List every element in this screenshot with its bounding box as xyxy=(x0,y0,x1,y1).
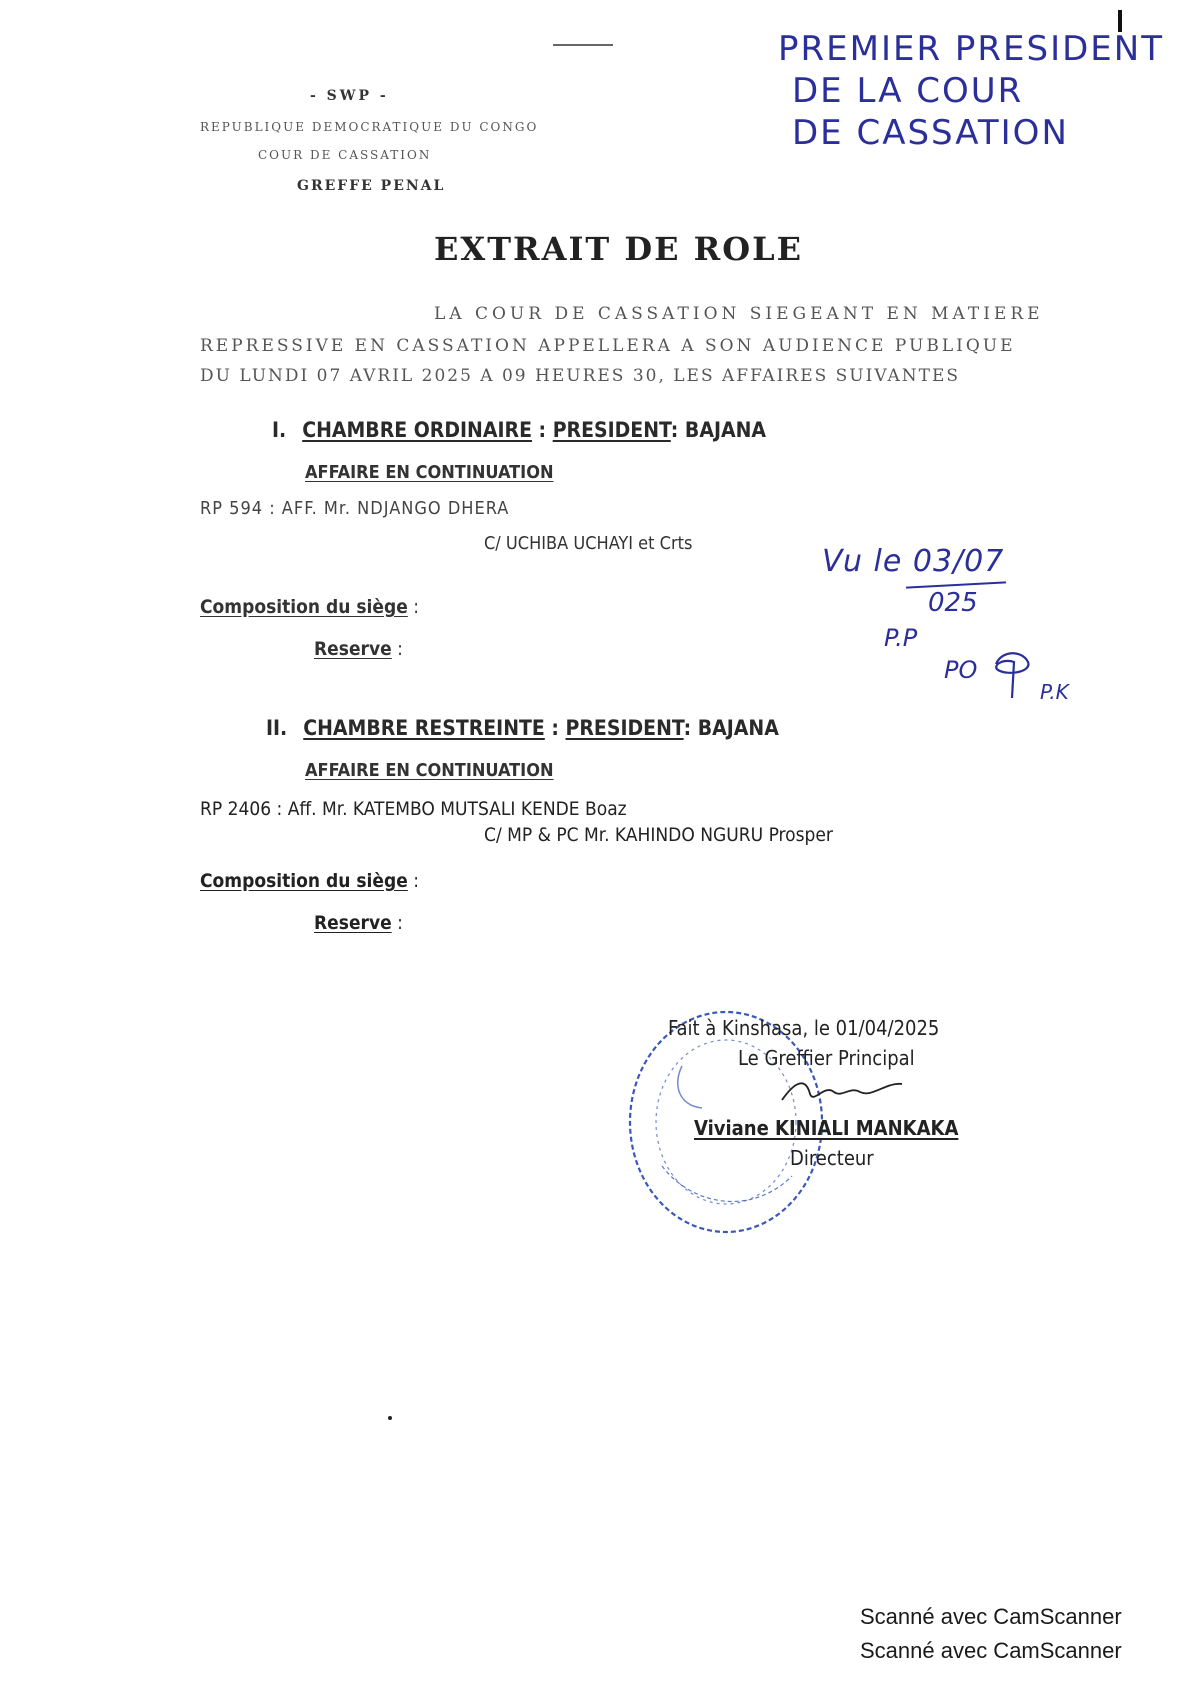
section-1-composition-label: Composition du siège xyxy=(200,596,408,618)
handwritten-pk: P.K xyxy=(1040,680,1069,704)
handwritten-signature-icon xyxy=(776,1070,916,1110)
section-2-president: BAJANA xyxy=(697,716,779,740)
handwritten-pp: P.P xyxy=(884,624,918,652)
page-title: EXTRAIT DE ROLE xyxy=(434,230,804,268)
section-2-composition: Composition du siège : xyxy=(200,870,420,892)
section-2-chamber: CHAMBRE RESTREINTE xyxy=(303,716,545,740)
signature-name: Viviane KINIALI MANKAKA xyxy=(694,1116,959,1140)
section-2-president-label: PRESIDENT xyxy=(565,716,684,740)
scanner-watermark-2: Scanné avec CamScanner xyxy=(860,1638,1122,1663)
section-1-number: I. xyxy=(272,418,287,442)
section-2-heading: II. CHAMBRE RESTREINTE : PRESIDENT: BAJANA xyxy=(266,716,779,740)
signature-place-date: Fait à Kinshasa, le 01/04/2025 xyxy=(668,1016,940,1040)
section-1-reserve: Reserve : xyxy=(314,638,403,660)
section-2-composition-label: Composition du siège xyxy=(200,870,408,892)
handwritten-year: 025 xyxy=(928,588,978,618)
handwritten-po: PO xyxy=(944,656,978,684)
section-1-chamber: CHAMBRE ORDINAIRE xyxy=(302,418,532,442)
header-swp: - SWP - xyxy=(310,88,389,104)
section-2-against: C/ MP & PC Mr. KAHINDO NGURU Prosper xyxy=(484,824,833,846)
handwritten-line-3: DE CASSATION xyxy=(792,113,1069,153)
section-1-against: C/ UCHIBA UCHAYI et Crts xyxy=(484,533,693,554)
handwritten-paraphe-icon xyxy=(988,646,1038,702)
section-2-reserve-label: Reserve xyxy=(314,912,392,934)
section-1-composition: Composition du siège : xyxy=(200,596,420,618)
section-2-case: RP 2406 : Aff. Mr. KATEMBO MUTSALI KENDE Boaz xyxy=(200,798,627,820)
handwritten-line-2: DE LA COUR xyxy=(792,71,1024,111)
header-greffe: GREFFE PENAL xyxy=(297,178,446,194)
handwritten-vu: Vu le 03/07 xyxy=(822,544,1005,579)
handwritten-note xyxy=(778,28,1164,154)
section-1-heading: I. CHAMBRE ORDINAIRE : PRESIDENT: BAJANA xyxy=(272,418,767,442)
section-1-affaire: AFFAIRE EN CONTINUATION xyxy=(305,462,554,483)
section-2-number: II. xyxy=(266,716,288,740)
signature-title: Directeur xyxy=(790,1146,874,1170)
header-republic: REPUBLIQUE DEMOCRATIQUE DU CONGO xyxy=(200,120,539,134)
section-2-reserve: Reserve : xyxy=(314,912,403,934)
intro-line-2: REPRESSIVE EN CASSATION APPELLERA A SON AUDIENCE PUBLIQUE xyxy=(200,336,1016,356)
section-1-reserve-label: Reserve xyxy=(314,638,392,660)
intro-line-3: DU LUNDI 07 AVRIL 2025 A 09 HEURES 30, LES AFFAIRES SUIVANTES xyxy=(200,366,961,386)
top-dash-mark xyxy=(553,44,613,46)
section-2-affaire: AFFAIRE EN CONTINUATION xyxy=(305,760,554,781)
scanner-watermark-1: Scanné avec CamScanner xyxy=(860,1604,1122,1629)
section-1-president-label: PRESIDENT xyxy=(552,418,671,442)
signature-role: Le Greffier Principal xyxy=(738,1046,915,1070)
stray-dot-mark xyxy=(388,1416,392,1420)
section-1-case: RP 594 : AFF. Mr. NDJANGO DHERA xyxy=(200,498,510,519)
section-1-president: BAJANA xyxy=(684,418,767,442)
intro-line-1: LA COUR DE CASSATION SIEGEANT EN MATIERE xyxy=(434,304,1044,324)
header-court: COUR DE CASSATION xyxy=(258,148,432,162)
handwritten-line-1: PREMIER PRESIDENT xyxy=(778,29,1164,69)
